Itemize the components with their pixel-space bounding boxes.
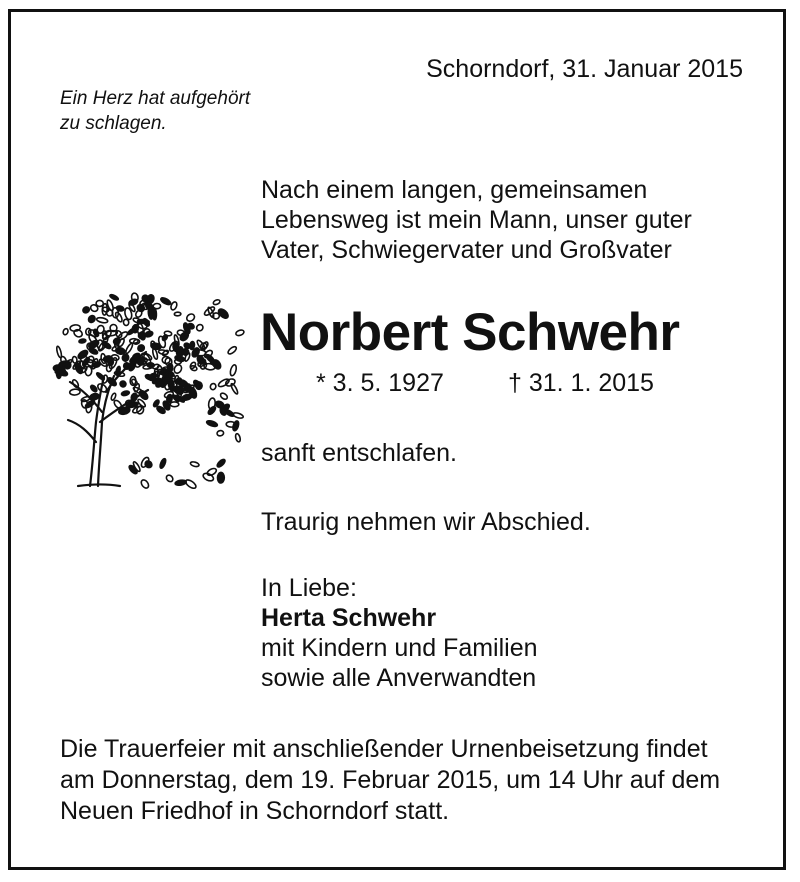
signature-name: Herta Schwehr (261, 604, 437, 632)
farewell-text: Traurig nehmen wir Abschied. (261, 508, 591, 536)
signature-line: mit Kindern und Familien (261, 634, 538, 662)
intro-line: Lebensweg ist mein Mann, unser guter (261, 206, 692, 234)
deceased-name: Norbert Schwehr (260, 303, 680, 362)
ceremony-line: Die Trauerfeier mit anschließender Urnenbeisetzung findet (60, 735, 708, 763)
death-date: † 31. 1. 2015 (508, 369, 654, 397)
birth-date: * 3. 5. 1927 (316, 369, 444, 397)
passed-text: sanft entschlafen. (261, 439, 457, 467)
place-date: Schorndorf, 31. Januar 2015 (426, 55, 743, 83)
motto-line: zu schlagen. (60, 113, 167, 134)
ceremony-line: am Donnerstag, dem 19. Februar 2015, um 14 Uhr auf dem (60, 766, 721, 794)
ceremony-info (60, 734, 720, 827)
ceremony-line: Neuen Friedhof in Schorndorf statt. (60, 797, 450, 825)
intro-line: Vater, Schwiegervater und Großvater (261, 236, 672, 264)
intro-line: Nach einem langen, gemeinsamen (261, 176, 648, 204)
tree-icon (38, 272, 248, 497)
intro-text (261, 175, 692, 265)
signature-block (261, 573, 538, 693)
motto-line: Ein Herz hat aufgehört (60, 88, 251, 109)
signature-line: sowie alle Anverwandten (261, 664, 537, 692)
signature-intro: In Liebe: (261, 574, 357, 602)
motto (60, 86, 250, 136)
